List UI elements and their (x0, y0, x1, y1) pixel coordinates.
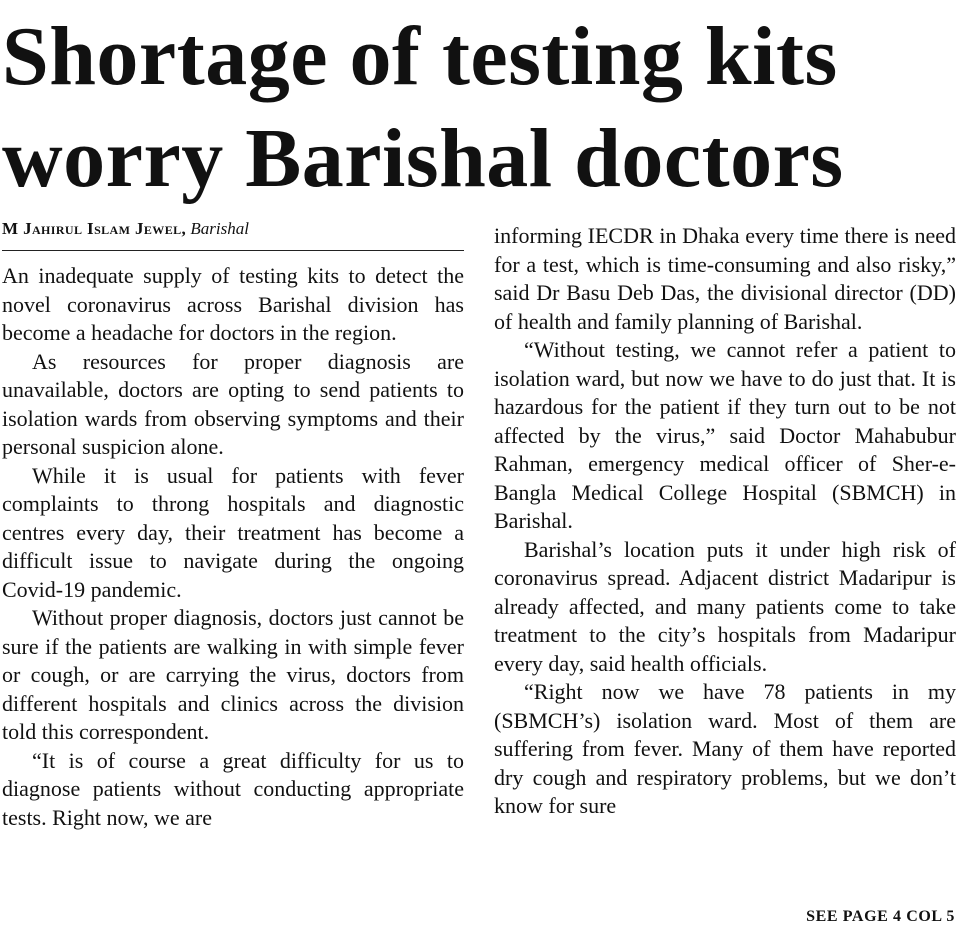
article-column-right (494, 222, 956, 821)
continuation-jump-line: SEE PAGE 4 COL 5 (806, 908, 955, 925)
paragraph: As resources for proper diagnosis are unavailable, doctors are opting to send patients to isolation wards from observing symptoms and their personal suspicion alone. (2, 348, 464, 459)
paragraph: “It is of course a great difficulty for us to diagnose patients without conducting appropriate tests. Right now, we are (2, 747, 464, 830)
author-name: M Jahirul Islam Jewel, (2, 219, 187, 238)
article-column-left (2, 262, 464, 832)
paragraph: “Right now we have 78 patients in my (SBMCH’s) isolation ward. Most of them are suffering from fever. Many of them have reported dry cough and respiratory problems, but we don’t know for sure (494, 679, 956, 818)
byline (2, 219, 249, 239)
headline (2, 6, 957, 210)
paragraph: Without proper diagnosis, doctors just cannot be sure if the patients are walking in with simple fever or cough, or are carrying the virus, doctors from different hospitals and clinics across the division told this correspondent. (2, 605, 464, 744)
byline-divider (2, 250, 464, 251)
paragraph: An inadequate supply of testing kits to detect the novel coronavirus across Barishal division has become a headache for doctors in the region. (2, 263, 464, 345)
paragraph: Barishal’s location puts it under high risk of coronavirus spread. Adjacent district Madaripur is already affected, and many patients come to take treatment to the city’s hospitals from Madaripur every day, said health officials. (494, 536, 956, 676)
dateline-location: Barishal (190, 219, 249, 238)
paragraph: informing IECDR in Dhaka every time there is need for a test, which is time-consuming and also risky,” said Dr Basu Deb Das, the divisional director (DD) of health and family planning of Barishal. (494, 223, 956, 334)
headline-line-2: worry Barishal doctors (2, 112, 844, 205)
headline-line-1: Shortage of testing kits (2, 10, 838, 103)
paragraph: While it is usual for patients with fever complaints to throng hospitals and diagnostic centres every day, their treatment has become a difficult issue to navigate during the ongoing Covid-19 pandemic. (2, 462, 464, 602)
paragraph: “Without testing, we cannot refer a patient to isolation ward, but now we have to do just that. It is hazardous for the patient if they turn out to be not affected by the virus,” said Doctor Mahabubur Rahman, emergency medical officer of Sher-e-Bangla Medical College Hospital (SBMCH) in Barishal. (494, 337, 956, 533)
